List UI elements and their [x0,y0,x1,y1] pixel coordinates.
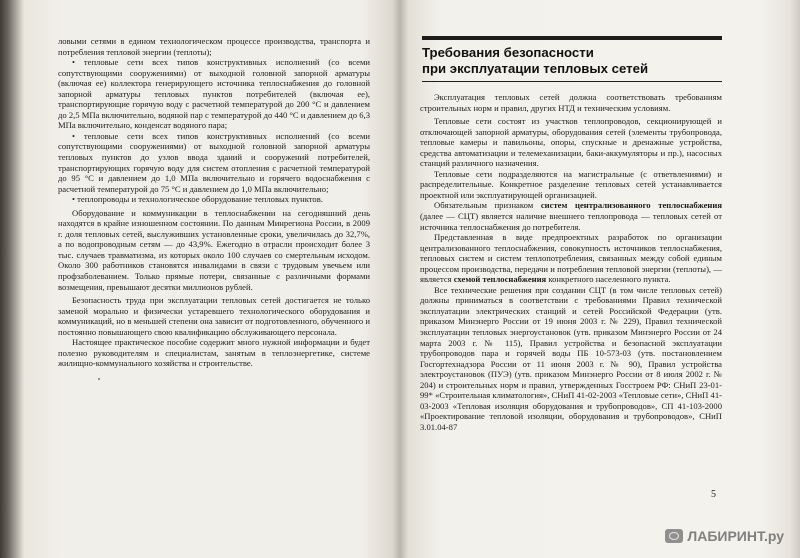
p4-text-c: (далее — СЦТ) является наличие внешнего теплопровода — тепловых сетей от источника теплоснабжения до потребителя. [420,211,722,232]
heading-bottom-rule [422,81,722,82]
heading-top-rule [422,36,722,40]
left-paragraph-1: ловыми сетями в едином технологическом процессе производства, транспорта и потребления тепловой энергии (теплоты); [58,36,370,57]
p4-text-a: Обязательным признаком [434,200,541,211]
heading-line-2: при эксплуатации тепловых сетей [422,61,649,76]
section-heading-block [422,36,722,82]
left-paragraph-2: Оборудование и коммуникации в теплоснабжении на сегодняшний день находятся в крайне изношенном состоянии. По данным Минрегиона России, в 2009 г. доля тепловых сетей, выслуживших установленные сроки, увеличилась до 32,7%, а по водопроводным сетям — до 43,9%. Ежегодно в отрасли происходит более 3 тыс. случаев травматизма, из которых около 100 случаев со смертельным исходом. Около 300 работников становятся инвалидами в связи с трудовым увечьем или профзаболеванием. Только прямые потери, связанные с различными формами возмещения, превышают десятки миллионов рублей. [58,207,370,292]
labirint-logo-icon [665,529,683,543]
p5-text-c: конкретного населенного пункта. [546,274,671,285]
term-centralized-heat-supply: систем централизованного теплоснабжения [540,200,722,211]
left-bullet-1: • тепловые сети всех типов конструктивных исполнений (со всеми сопутствующими сооружениями) от выходной головной запорной арматуры (включая ее) коллектора генерирующего источника теплоснабжения до головной запорной арматуры тепловых пунктов потребителей (включая ее), транспортирующие горячую воду с расчетной температурой до 200 °С и давлением до 2,5 МПа включительно, водяной пар с температурой до 440 °С и давлением до 6,3 МПа включительно, конденсат водяного пара; [58,57,370,131]
right-page-text [420,92,722,433]
left-paragraph-4: Настоящее практическое пособие содержит много нужной информации и будет полезно руководителям и специалистам, занятым в теплоэнергетике, системе жилищно-коммунального хозяйства и строительстве. [58,337,370,369]
left-paragraph-3: Безопасность труда при эксплуатации тепловых сетей достигается не только заменой морально и физически устаревшего технологического оборудования и коммуникаций, но в меньшей степени она зависит от подготовленного, обученного и постоянно повышающего свою квалификацию обслуживающего персонала. [58,295,370,337]
right-paragraph-3: Тепловые сети подразделяются на магистральные (с ответвлениями) и распределительные. Конкретное разделение тепловых сетей устанавливается проектной или эксплуатирующей организацией. [420,168,722,200]
heading-line-1: Требования безопасности [422,45,594,60]
right-paragraph-1: Эксплуатация тепловых сетей должна соответствовать требованиям строительных норм и правил, других НТД и техническим условиям. [420,92,722,113]
watermark-text: ЛАБИРИНТ.ру [687,528,784,544]
right-page [420,0,722,558]
left-page [40,0,370,558]
watermark [665,528,784,544]
page-number: 5 [711,489,716,500]
left-bullet-2: • тепловые сети всех типов конструктивных исполнений (со всеми сопутствующими сооружениями) от выходной головной запорной арматуры тепловых пунктов до узлов ввода зданий и сооружений потребителей, транспортирующих горячую воду для систем отопления с расчетной температурой до 95 °С и давлением до 1,0 МПа включительно и горячего водоснабжения с расчетной температурой до 75 °С и давлением до 1,0 МПа включительно; [58,130,370,194]
left-bullet-3: • теплопроводы и технологическое оборудование тепловых пунктов. [72,194,323,205]
left-page-text [58,36,370,369]
right-paragraph-6: Все технические решения при создании СЦТ (в том числе тепловых сетей) должны приниматься в соответствии с требованиями Правил технической эксплуатации электрических станций и сетей Российской Федерации (утв. приказом Минэнерго России от 19 июня 2003 г. № 229), Правил технической эксплуатации тепловых энергоустановок (утв. приказом Минэнерго России от 24 марта 2003 г. № 115), Правил устройства и безопасной эксплуатации трубопроводов пара и горячей воды ПБ 10-573-03 (утв. постановлением Госгортехнадзора России от 11 июня 2003 г. № 90), Правил устройства электроустановок (ПУЭ) (утв. приказом Минэнерго России от 8 июля 2002 г. № 204) и строительных норм и правил, утвержденных Госстроем РФ: СНиП 23-01-99* «Строительная климатология», СНиП 41-02-2003 «Тепловые сети», СНиП 41-03-2003 «Тепловая изоляция оборудования и трубопроводов», СП 41-103-2000 «Проектирование тепловой изоляции, оборудования и трубопроводов», СНиП 3.01.04-87 [420,284,722,432]
term-heat-supply-scheme: схемой теплоснабжения [453,274,547,285]
p5-text-a: Представленная в виде предпроектных разработок по организации централизованного теплоснабжения, совокупность источников теплоснабжения, тепловых систем и систем теплопотребления, связанных между собой единым процессом производства, передачи и потребления тепловой энергии (теплоты), — является [420,232,722,285]
print-speck [98,378,100,380]
right-paragraph-2: Тепловые сети состоят из участков теплопроводов, секционирующей и отключающей запорной арматуры, оборудования сетей (элементы трубопровода, тепловые камеры и павильоны, опоры, спускные и дренажные устройства, средства автоматизации и телемеханизации, баки-аккумуляторы и пр.), насосных станций различного назначения. [420,116,722,169]
right-paragraph-5 [420,232,722,285]
section-heading [422,45,722,77]
right-paragraph-4 [420,200,722,232]
